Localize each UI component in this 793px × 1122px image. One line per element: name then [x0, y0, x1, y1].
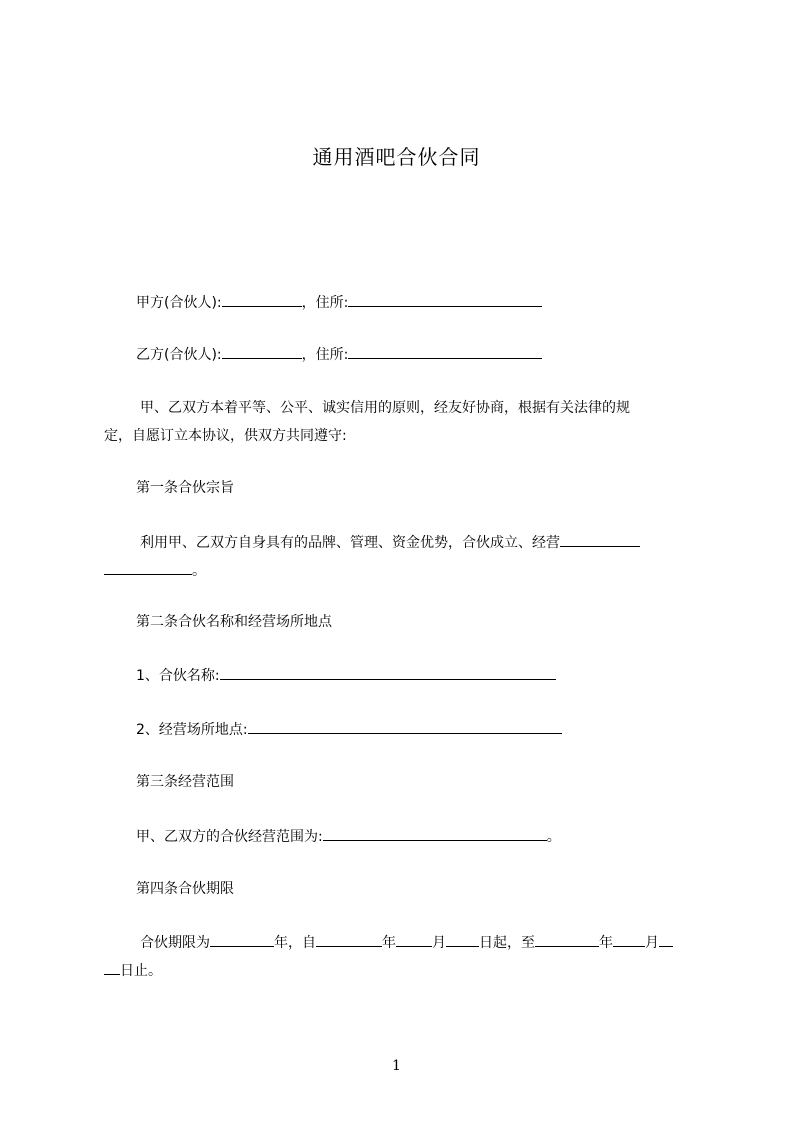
term-text-5: 日起，至 [479, 935, 535, 951]
partnership-name-label: 1、合伙名称: [136, 668, 220, 684]
term-text-6: 年 [599, 935, 613, 951]
start-year-blank [316, 932, 382, 947]
term-text-1: 合伙期限为 [140, 935, 210, 951]
term-text-3: 年 [382, 935, 396, 951]
business-scope-blank [323, 826, 547, 841]
article-3-heading: 第三条经营范围 [136, 774, 234, 790]
article-1-heading: 第一条合伙宗旨 [136, 480, 234, 496]
party-b-line [136, 344, 542, 365]
party-b-address-blank [348, 344, 542, 359]
document-title: 通用酒吧合伙合同 [312, 145, 481, 169]
article-3-line [136, 826, 561, 847]
preamble-paragraph [104, 398, 704, 454]
article-2-item-2 [136, 719, 562, 740]
term-text-4: 月 [432, 935, 446, 951]
partnership-name-blank [220, 665, 556, 680]
article-4-paragraph [104, 932, 704, 988]
party-a-name-blank [222, 292, 302, 307]
article-1-text: 利用甲、乙双方自身具有的品牌、管理、资金优势，合伙成立、经营 [140, 535, 560, 551]
business-scope-end: 。 [546, 829, 561, 845]
article-1-business-blank-a [560, 532, 640, 547]
end-year-blank [535, 932, 599, 947]
business-location-label: 2、经营场所地点: [136, 722, 248, 738]
start-day-blank [446, 932, 479, 947]
term-text-8: 日止。 [120, 963, 162, 979]
business-scope-label: 甲、乙双方的合伙经营范围为: [136, 829, 323, 845]
preamble-line-2: 定，自愿订立本协议，供双方共同遵守: [104, 428, 347, 444]
article-4-line-1 [104, 932, 704, 960]
party-a-address-label: ，住所: [301, 295, 349, 311]
start-month-blank [396, 932, 432, 947]
party-b-name-blank [222, 344, 302, 359]
party-a-address-blank [348, 292, 542, 307]
article-1-end: 。 [192, 563, 206, 579]
article-1-line-2 [104, 560, 704, 588]
end-month-blank [613, 932, 645, 947]
article-2-item-1 [136, 665, 556, 686]
end-day-blank-a [659, 932, 673, 947]
article-2-heading: 第二条合伙名称和经营场所地点 [136, 614, 332, 630]
party-a-label: 甲方(合伙人): [136, 295, 222, 311]
party-b-label: 乙方(合伙人): [136, 347, 222, 363]
party-a-line [136, 292, 542, 313]
business-location-blank [248, 719, 562, 734]
preamble-line-1: 甲、乙双方本着平等、公平、诚实信用的原则，经友好协商，根据有关法律的规 [140, 400, 630, 416]
article-1-paragraph [104, 532, 704, 588]
article-4-heading: 第四条合伙期限 [136, 881, 234, 897]
article-1-business-blank-b [104, 560, 192, 575]
term-years-blank [210, 932, 274, 947]
term-text-2: 年，自 [274, 935, 316, 951]
term-text-7: 月 [645, 935, 659, 951]
article-4-line-2 [104, 960, 704, 988]
article-1-line-1 [104, 532, 704, 560]
end-day-blank-b [104, 960, 120, 975]
page-number: 1 [392, 1058, 401, 1074]
party-b-address-label: ，住所: [301, 347, 349, 363]
